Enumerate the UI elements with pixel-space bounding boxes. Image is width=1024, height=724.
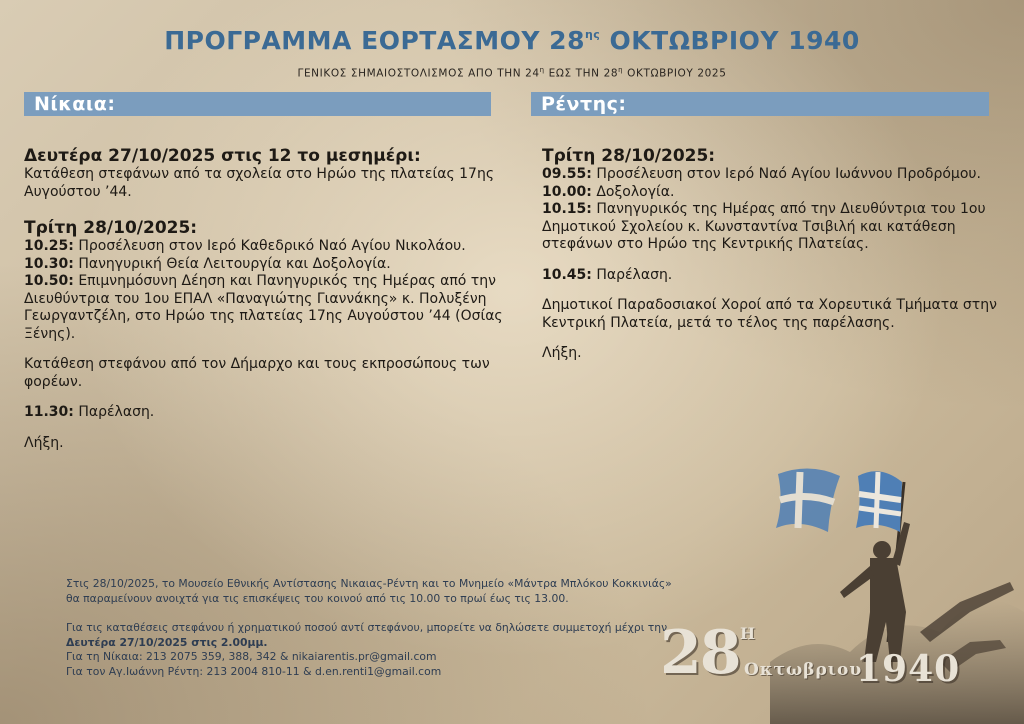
contact-rentis: Για τον Αγ.Ιωάννη Ρέντη: 213 2004 810-11 & d.en.renti1@gmail.com (66, 664, 442, 678)
page-subtitle (0, 66, 1024, 80)
entry-text: Προσέλευση στον Ιερό Ναό Αγίου Ιωάννου Προδρόμου. (591, 166, 981, 182)
entry-text: Πανηγυρική Θεία Λειτουργία και Δοξολογία. (73, 255, 391, 272)
entry-text: Προσέλευση στον Ιερό Καθεδρικό Ναό Αγίου Νικολάου. (73, 238, 466, 254)
entry-text: Δοξολογία. (591, 183, 675, 200)
subtitle-superscript: η (539, 66, 545, 74)
subtitle-text: ΕΩΣ ΤΗΝ 28 (544, 67, 619, 80)
date-badge (660, 618, 960, 698)
entry-text: Παρέλαση. (591, 266, 673, 283)
day-heading: Τρίτη 28/10/2025: (542, 146, 716, 166)
greek-flag-left (776, 468, 840, 532)
program-entry (542, 166, 1002, 184)
program-end: Λήξη. (542, 345, 582, 361)
entry-time: 10.25: (24, 238, 74, 254)
program-entry (542, 201, 1002, 254)
title-text-end: ΟΚΤΩΒΡΙΟΥ 1940 (600, 26, 860, 55)
footer-notes (66, 577, 686, 679)
program-entry (24, 273, 504, 343)
page-title (0, 26, 1024, 55)
program-text: Δημοτικοί Παραδοσιακοί Χοροί από τα Χορευτικά Τμήματα στην Κεντρική Πλατεία, μετά το τέλος της παρέλασης. (542, 297, 997, 331)
program-entry (24, 238, 504, 256)
entry-time: 09.55: (542, 166, 592, 182)
day-heading: Τρίτη 28/10/2025: (24, 218, 198, 238)
wreath-note-text: Για τις καταθέσεις στεφάνου ή χρηματικού ποσού αντί στεφάνου, μπορείτε να δηλώσετε συμμετοχή μέχρι την (66, 621, 668, 634)
badge-day-superscript: Η (740, 624, 756, 643)
program-entry (542, 184, 1002, 202)
entry-time: 10.00: (542, 183, 592, 200)
contact-nikaia: Για τη Νίκαια: 213 2075 359, 388, 342 & nikaiarentis.pr@gmail.com (66, 650, 437, 663)
entry-time: 10.50: (24, 273, 74, 289)
title-text: ΠΡΟΓΡΑΜΜΑ ΕΟΡΤΑΣΜΟΥ 28 (164, 26, 585, 55)
program-end: Λήξη. (24, 434, 64, 451)
subtitle-text: ΟΚΤΩΒΡΙΟΥ 2025 (623, 67, 727, 80)
section-heading-rentis: Ρέντης: (531, 92, 989, 116)
subtitle-text: ΓΕΝΙΚΟΣ ΣΗΜΑΙΟΣΤΟΛΙΣΜΟΣ ΑΠΟ ΤΗΝ 24 (297, 67, 540, 80)
program-entry (24, 256, 504, 274)
entry-text: Επιμνημόσυνη Δέηση και Πανηγυρικός της Ημέρας από την Διευθύντρια του 1ου ΕΠΑΛ «Παναγιώτης Γιαννάκης» κ. Πολυξένη Γεωργαντζέλη, στο Ηρώο της πλατείας 17ης Αυγούστου ’44 (Οσίας Ξένης). (24, 273, 503, 342)
title-superscript: ης (584, 28, 601, 41)
program-entry (542, 267, 1002, 285)
section-heading-nikaia: Νίκαια: (24, 92, 491, 116)
program-text: Κατάθεση στεφάνων από τα σχολεία στο Ηρώο της πλατείας 17ης Αυγούστου ’44. (24, 166, 495, 200)
greek-flag-right (856, 471, 902, 532)
entry-time: 11.30: (24, 404, 74, 420)
entry-time: 10.15: (542, 201, 592, 217)
program-entry (24, 404, 504, 422)
entry-time: 10.45: (542, 266, 592, 283)
entry-text: Παρέλαση. (73, 404, 155, 420)
badge-year: 1940 (856, 648, 961, 690)
wreath-deadline: Δευτέρα 27/10/2025 στις 2.00μμ. (66, 635, 268, 649)
museum-note: Στις 28/10/2025, το Μουσείο Εθνικής Αντίστασης Νικαιας-Ρέντη και το Μνημείο «Μάντρα Μπλόκου Κοκκινιάς» θα παραμείνουν ανοιχτά για τις επισκέψεις του κοινού από τις 10.00 το πρωί έως τις 13.00. (66, 577, 672, 605)
program-text: Κατάθεση στεφάνου από τον Δήμαρχο και τους εκπροσώπους των φορέων. (24, 356, 490, 390)
rentis-program (542, 146, 1002, 363)
entry-text: Πανηγυρικός της Ημέρας από την Διευθύντρια του 1ου Δημοτικού Σχολείου κ. Κωνσταντίνα Τσιβιλή και κατάθεση στεφάνων στο Ηρώο της Κεντρικής Πλατείας. (542, 201, 986, 252)
day-heading: Δευτέρα 27/10/2025 στις 12 το μεσημέρι: (24, 146, 421, 166)
entry-time: 10.30: (24, 255, 74, 272)
badge-day: 28 (660, 618, 740, 688)
nikaia-program (24, 146, 504, 452)
badge-month: Οκτωβριου (744, 660, 863, 680)
subtitle-superscript: η (618, 66, 624, 74)
wreath-note (66, 621, 686, 650)
